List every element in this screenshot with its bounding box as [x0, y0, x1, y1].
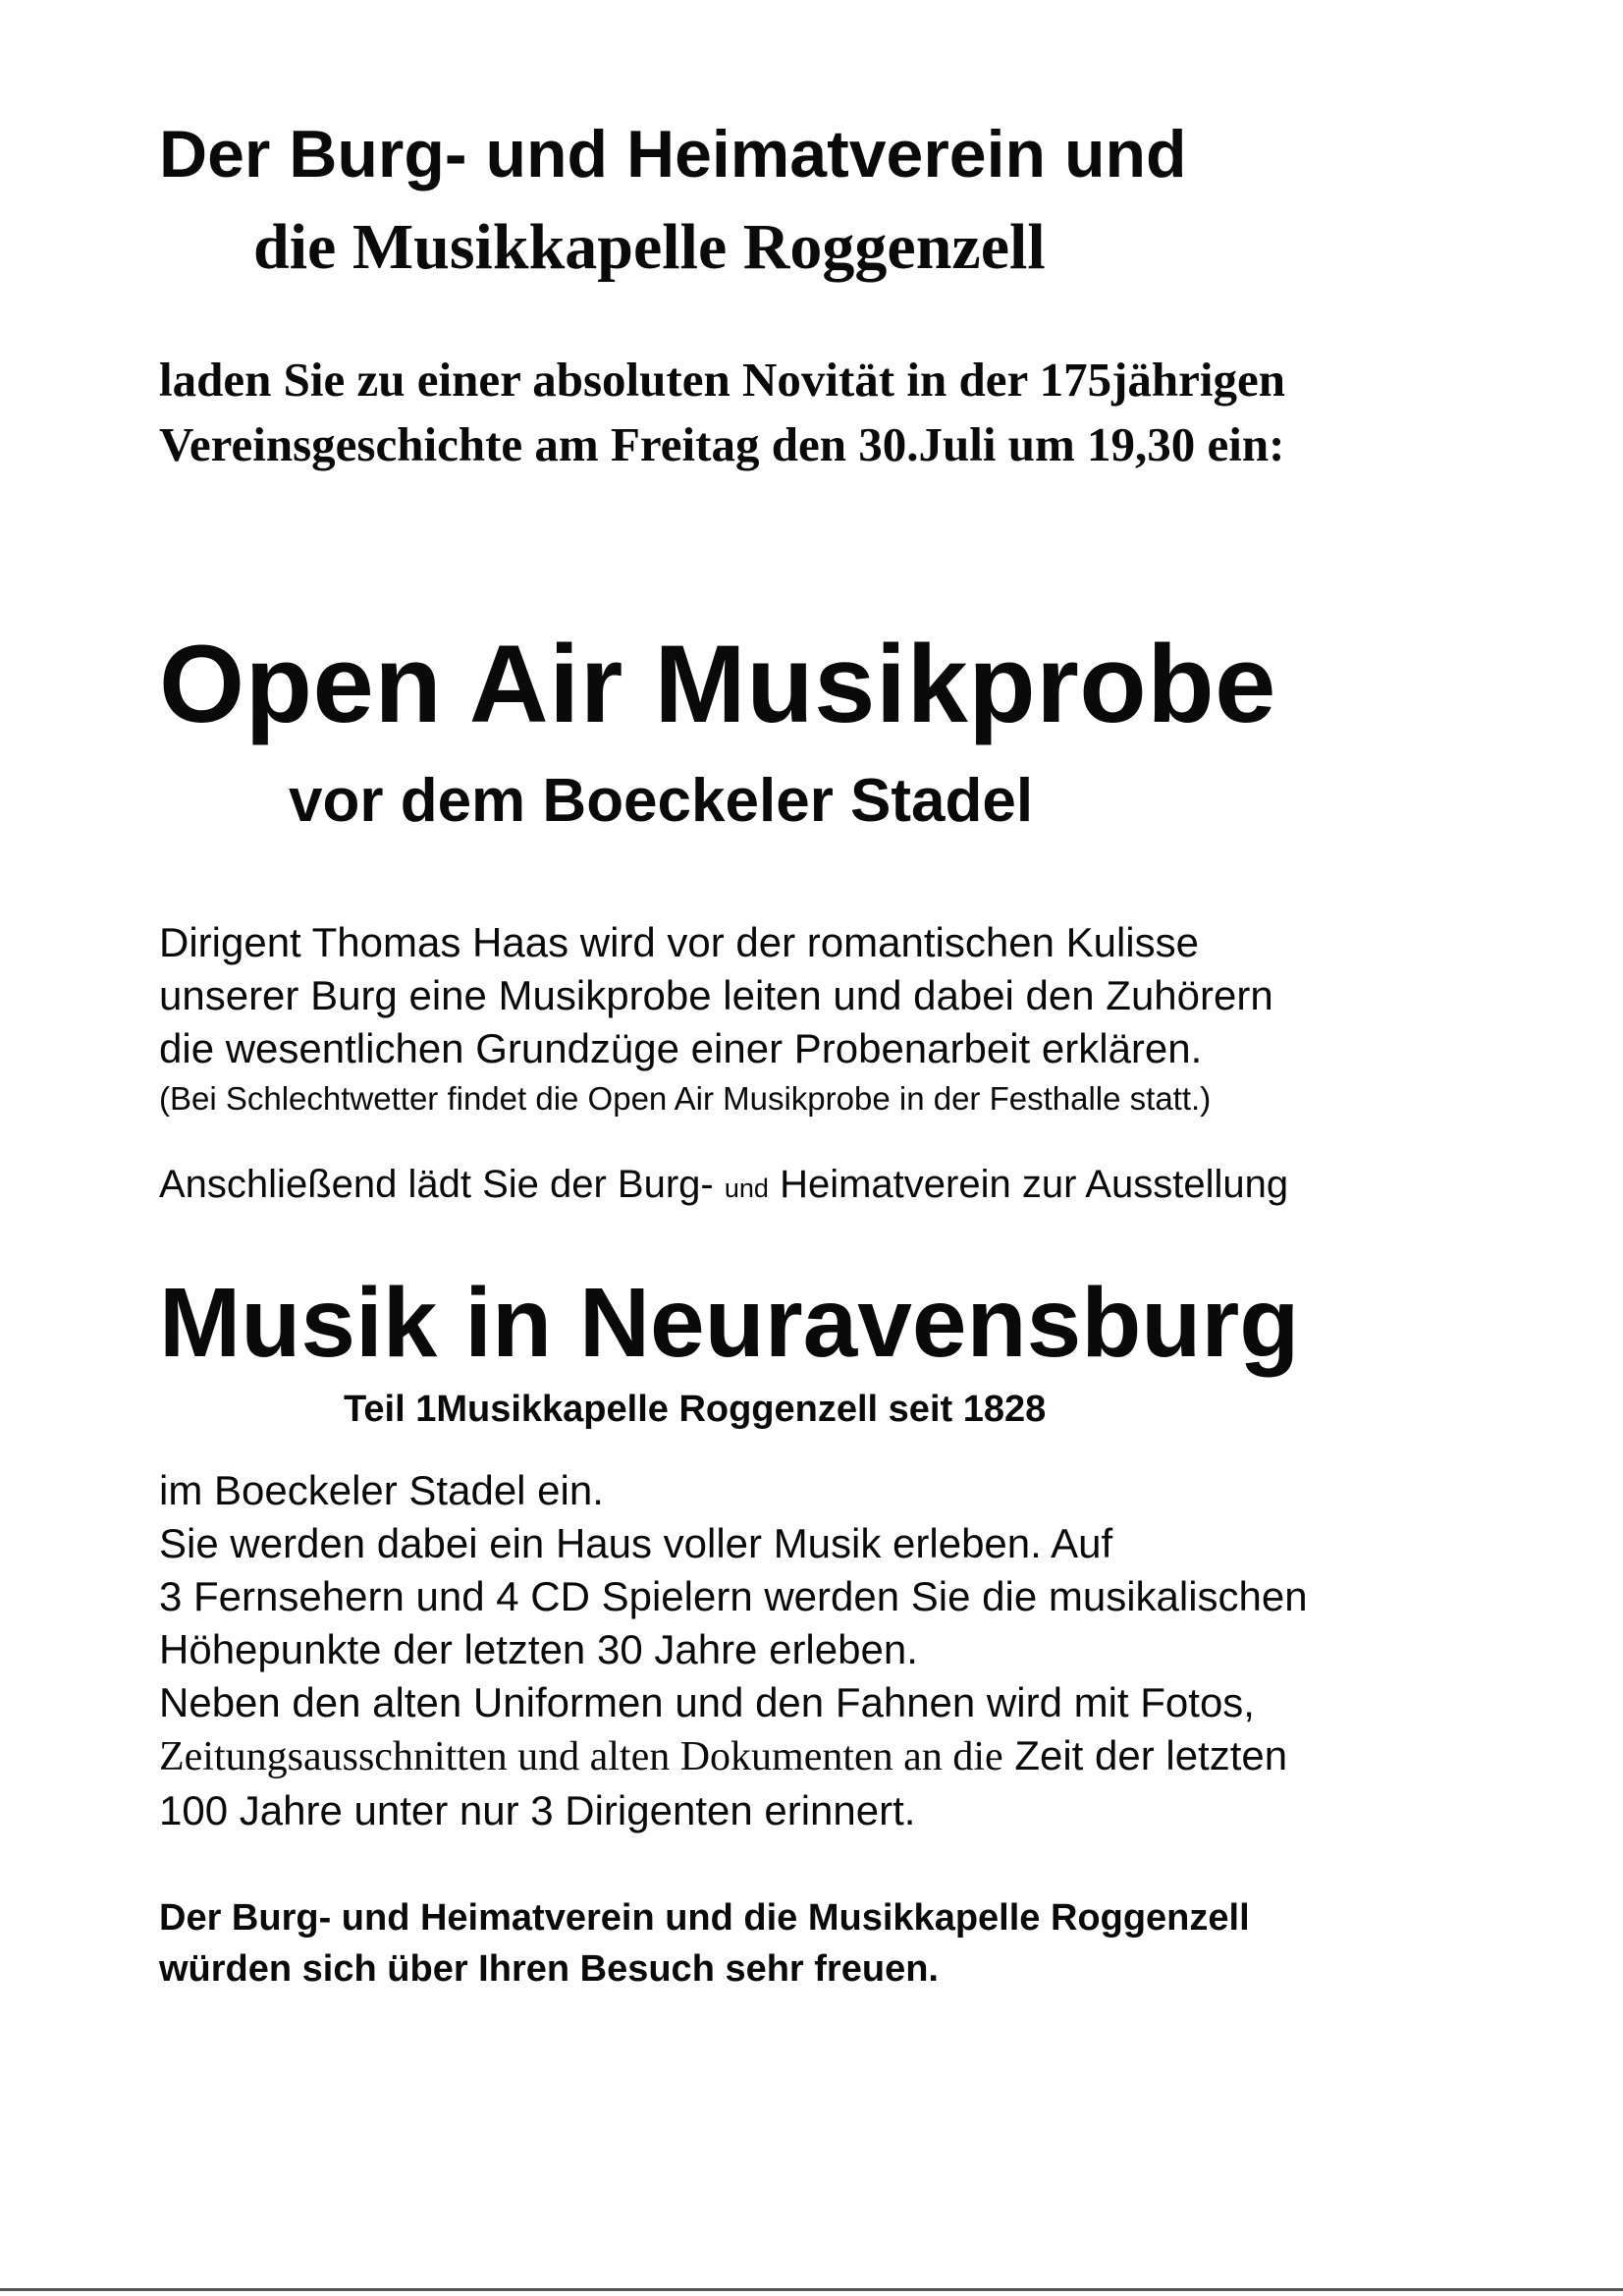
- description-line-3: die wesentlichen Grundzüge einer Probenarbeit erklären.: [159, 1025, 1203, 1071]
- exhibition-line-7: 100 Jahre unter nur 3 Dirigenten erinnert.: [159, 1787, 916, 1833]
- event-title-open-air: Open Air Musikprobe: [159, 623, 1276, 745]
- heading-line-2: die Musikkapelle Roggenzell: [253, 211, 1046, 283]
- heading-line-1: Der Burg- und Heimatverein und: [159, 117, 1187, 191]
- exhibition-title: Musik in Neuravensburg: [159, 1268, 1300, 1378]
- weather-note: (Bei Schlechtwetter findet die Open Air Musikprobe in der Festhalle statt.): [159, 1080, 1212, 1117]
- event-subtitle-location: vor dem Boeckeler Stadel: [289, 767, 1034, 835]
- afterwards-part-1: Anschließend lädt Sie der Burg-: [159, 1163, 714, 1206]
- exhibition-line-2: Sie werden dabei ein Haus voller Musik erleben. Auf: [159, 1520, 1113, 1566]
- afterwards-part-3: Heimatverein zur Ausstellung: [780, 1163, 1289, 1206]
- afterwards-part-2: und: [724, 1174, 769, 1203]
- exhibition-line-6a: Zeitungsausschnitten und alten Dokumenten an die: [159, 1734, 1003, 1779]
- invitation-line-1: laden Sie zu einer absoluten Novität in der 175jährigen: [159, 353, 1286, 407]
- scan-edge-divider: [0, 2288, 1623, 2291]
- invitation-line-2: Vereinsgeschichte am Freitag den 30.Juli um 19,30 ein:: [159, 417, 1285, 471]
- closing-line-2: würden sich über Ihren Besuch sehr freuen.: [159, 1948, 939, 1990]
- exhibition-line-3: 3 Fernsehern und 4 CD Spielern werden Sie die musikalischen: [159, 1573, 1308, 1619]
- exhibition-subtitle: Teil 1Musikkapelle Roggenzell seit 1828: [344, 1389, 1047, 1430]
- description-line-2: unserer Burg eine Musikprobe leiten und dabei den Zuhörern: [159, 972, 1273, 1018]
- exhibition-line-4: Höhepunkte der letzten 30 Jahre erleben.: [159, 1626, 918, 1672]
- exhibition-line-5: Neben den alten Uniformen und den Fahnen wird mit Fotos,: [159, 1679, 1255, 1725]
- exhibition-line-6: [159, 1732, 1287, 1780]
- description-line-1: Dirigent Thomas Haas wird vor der romantischen Kulisse: [159, 919, 1199, 965]
- afterwards-line: [159, 1163, 1288, 1207]
- exhibition-line-1: im Boeckeler Stadel ein.: [159, 1467, 604, 1513]
- exhibition-line-6b: Zeit der letzten: [1014, 1732, 1288, 1778]
- closing-line-1: Der Burg- und Heimatverein und die Musikkapelle Roggenzell: [159, 1897, 1250, 1939]
